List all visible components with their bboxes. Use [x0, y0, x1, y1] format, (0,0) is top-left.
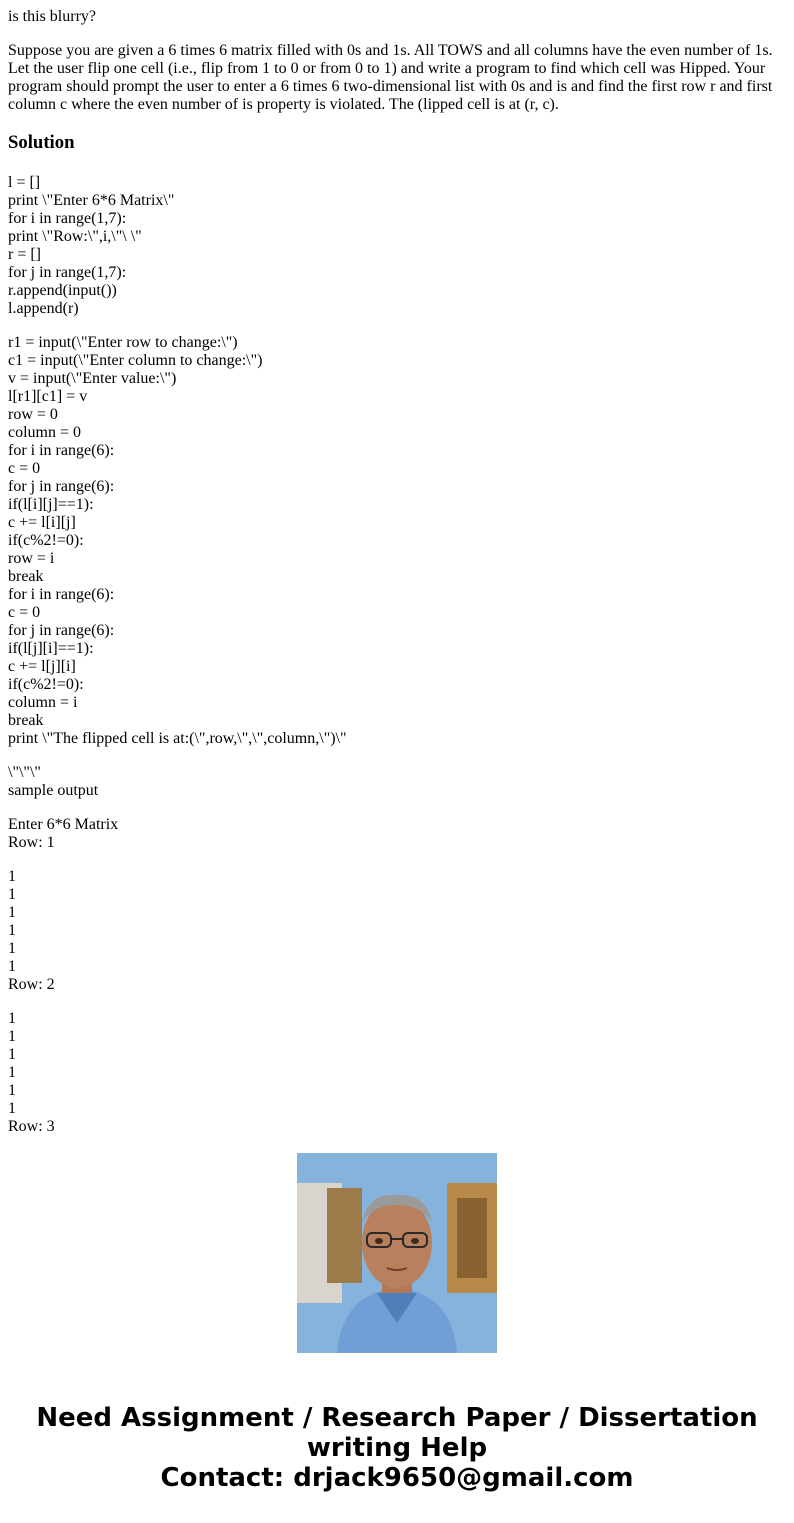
- text-line: print \"The flipped cell is at:(\",row,\",\",column,\")\": [8, 730, 347, 747]
- matrix-value: 1: [8, 886, 16, 903]
- footer-line-3: Contact: drjack9650@gmail.com: [160, 1463, 634, 1493]
- text-line: \"\"\": [8, 764, 41, 781]
- text-line: l = []: [8, 174, 41, 191]
- code-block-1: [8, 174, 786, 318]
- text-line: l.append(r): [8, 300, 79, 317]
- text-line: c += l[i][j]: [8, 514, 76, 531]
- text-line: c1 = input(\"Enter column to change:\"): [8, 352, 263, 369]
- matrix-value: 1: [8, 958, 16, 975]
- text-line: if(c%2!=0):: [8, 532, 84, 549]
- text-line: for i in range(1,7):: [8, 210, 127, 227]
- row-2-values: [8, 1010, 786, 1136]
- text-line: c += l[j][i]: [8, 658, 76, 675]
- text-line: column = i: [8, 694, 78, 711]
- text-line: c = 0: [8, 460, 41, 477]
- question-body: Suppose you are given a 6 times 6 matrix filled with 0s and 1s. All TOWS and all columns have the even number of 1s. Let the user flip one cell (i.e., flip from 1 to 0 or from 0 to 1) and write a program to find which cell was Hipped. Your program should prompt the user to enter a 6 times 6 two-dimensional list with 0s and is and find the first row r and first column c where the even number of is property is violated. The (lipped cell is at (r, c).: [8, 42, 773, 113]
- text-line: l[r1][c1] = v: [8, 388, 88, 405]
- solution-heading: Solution: [8, 132, 75, 153]
- text-line: r = []: [8, 246, 42, 263]
- matrix-value: 1: [8, 904, 16, 921]
- text-line: r1 = input(\"Enter row to change:\"): [8, 334, 238, 351]
- text-line: break: [8, 568, 44, 585]
- text-line: c = 0: [8, 604, 41, 621]
- text-line: for i in range(6):: [8, 442, 115, 459]
- text-line: row = 0: [8, 406, 58, 423]
- text-line: sample output: [8, 782, 99, 799]
- text-line: for i in range(6):: [8, 586, 115, 603]
- text-line: Row: 1: [8, 834, 55, 851]
- promo-footer: [0, 1403, 794, 1493]
- matrix-value: 1: [8, 1082, 16, 1099]
- matrix-value: 1: [8, 922, 16, 939]
- text-line: Enter 6*6 Matrix: [8, 816, 119, 833]
- text-line: if(l[i][j]==1):: [8, 496, 94, 513]
- matrix-value: 1: [8, 1100, 16, 1117]
- matrix-value: 1: [8, 1028, 16, 1045]
- footer-line-1: Need Assignment / Research Paper / Dissertation: [36, 1403, 758, 1433]
- matrix-value: 1: [8, 1064, 16, 1081]
- text-line: print \"Row:\",i,\"\ \": [8, 228, 142, 245]
- code-block-2: [8, 334, 786, 748]
- question-title: is this blurry?: [8, 8, 96, 25]
- author-avatar: [297, 1153, 497, 1353]
- text-line: row = i: [8, 550, 55, 567]
- text-line: for j in range(6):: [8, 478, 115, 495]
- text-line: if(l[j][i]==1):: [8, 640, 94, 657]
- matrix-value: 1: [8, 1046, 16, 1063]
- text-line: for j in range(6):: [8, 622, 115, 639]
- row-3-label: Row: 3: [8, 1118, 55, 1135]
- matrix-value: 1: [8, 868, 16, 885]
- text-line: r.append(input()): [8, 282, 117, 299]
- text-line: break: [8, 712, 44, 729]
- sample-output-header: [8, 816, 786, 852]
- text-line: for j in range(1,7):: [8, 264, 127, 281]
- text-line: column = 0: [8, 424, 82, 441]
- text-line: if(c%2!=0):: [8, 676, 84, 693]
- text-line: v = input(\"Enter value:\"): [8, 370, 177, 387]
- document-content: [8, 0, 786, 1135]
- text-line: print \"Enter 6*6 Matrix\": [8, 192, 175, 209]
- row-1-values: [8, 868, 786, 994]
- matrix-value: 1: [8, 1010, 16, 1027]
- sample-output-intro: [8, 764, 786, 800]
- row-2-label: Row: 2: [8, 976, 55, 993]
- matrix-value: 1: [8, 940, 16, 957]
- footer-line-2: writing Help: [306, 1433, 488, 1463]
